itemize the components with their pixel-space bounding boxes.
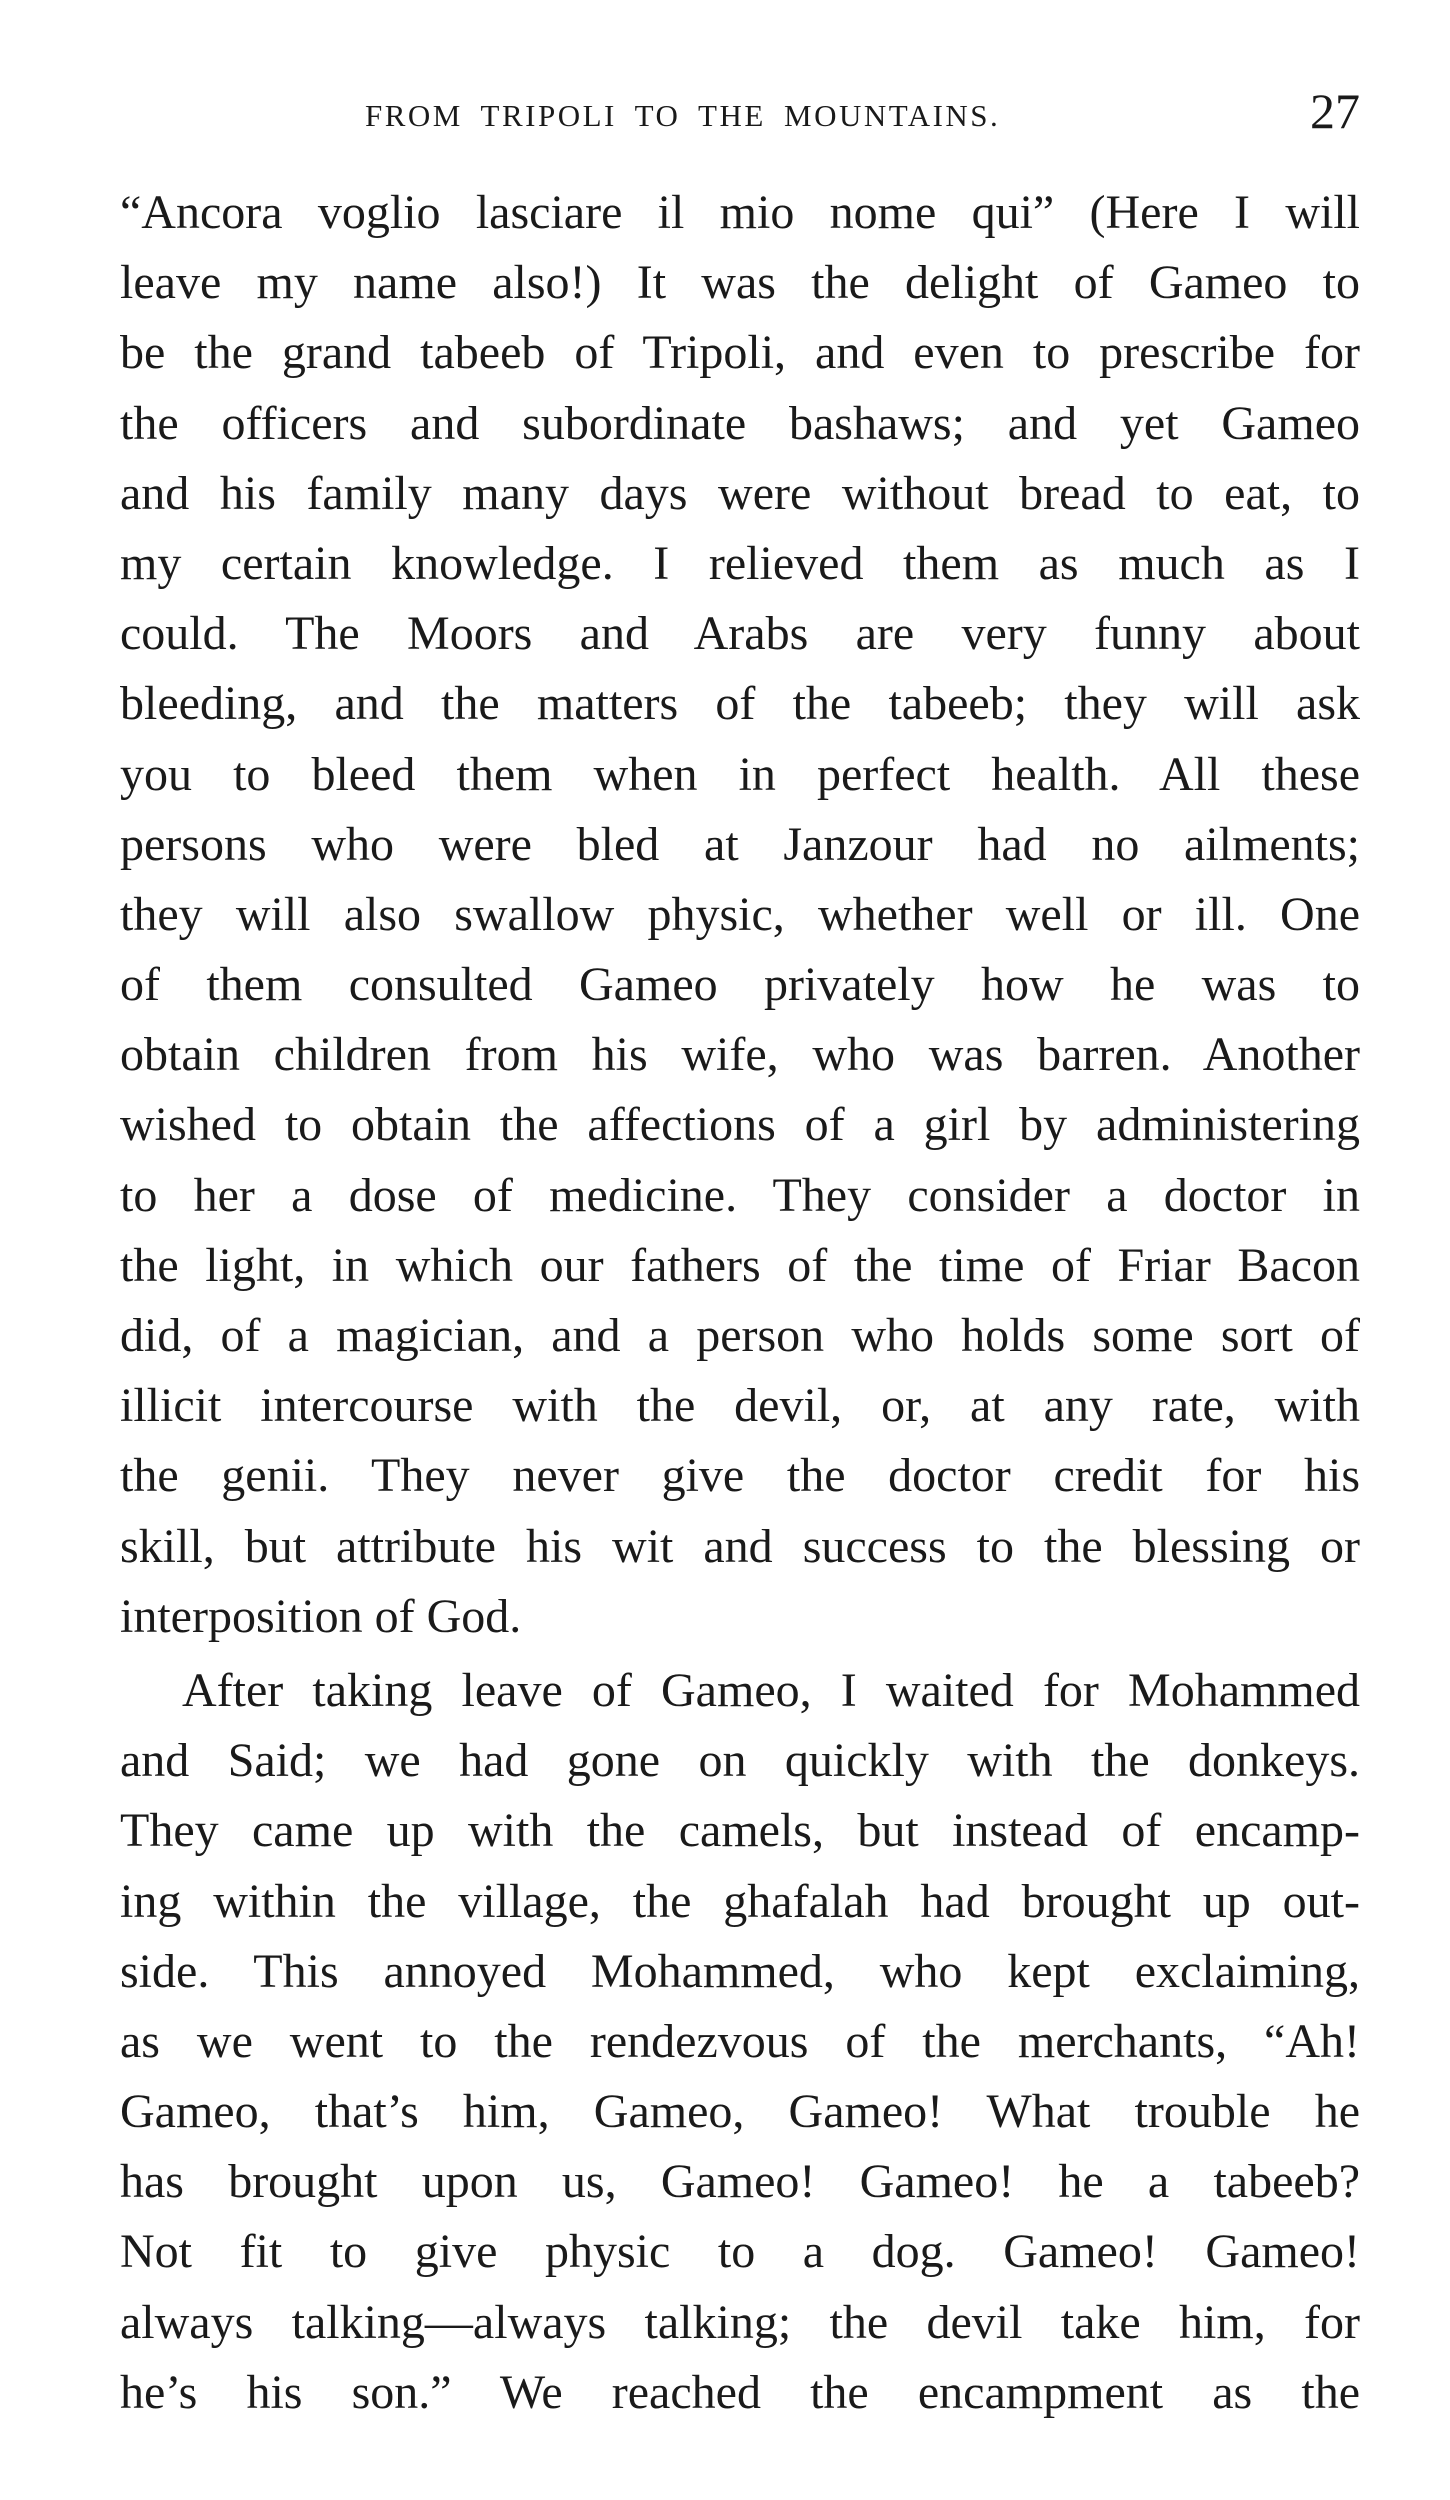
- text-line: did, of a magician, and a person who holds some sort of: [120, 1309, 1360, 1362]
- body-text: [120, 178, 1360, 2428]
- text-line: interposition of God.: [120, 1589, 522, 1643]
- text-line: be the grand tabeeb of Tripoli, and even to prescribe for: [120, 326, 1360, 380]
- page-number: 27: [1310, 83, 1360, 139]
- text-line: skill, but attribute his wit and success to the blessing or: [120, 1519, 1360, 1573]
- text-line: and Said; we had gone on quickly with the donkeys.: [120, 1734, 1360, 1788]
- text-line: to her a dose of medicine. They consider a doctor in: [120, 1168, 1360, 1222]
- paragraph: [120, 178, 1360, 1652]
- text-line: Gameo, that’s him, Gameo, Gameo! What trouble he: [120, 2085, 1360, 2139]
- text-line: the light, in which our fathers of the time of Friar Bacon: [120, 1238, 1360, 1292]
- text-line: they will also swallow physic, whether well or ill. One: [120, 887, 1360, 941]
- text-line: you to bleed them when in perfect health. All these: [120, 747, 1360, 801]
- text-line: After taking leave of Gameo, I waited for Mohammed: [182, 1663, 1360, 1717]
- text-line: illicit intercourse with the devil, or, at any rate, with: [120, 1379, 1360, 1433]
- text-line: side. This annoyed Mohammed, who kept exclaiming,: [120, 1944, 1360, 1998]
- running-title: FROM TRIPOLI TO THE MOUNTAINS.: [365, 98, 1001, 133]
- text-line: “Ancora voglio lasciare il mio nome qui” (Here I will: [120, 186, 1360, 239]
- text-line: the genii. They never give the doctor credit for his: [120, 1449, 1360, 1503]
- text-line: Not fit to give physic to a dog. Gameo! Gameo!: [120, 2225, 1360, 2279]
- text-line: always talking—always talking; the devil take him, for: [120, 2295, 1360, 2349]
- text-line: the officers and subordinate bashaws; and yet Gameo: [120, 396, 1360, 450]
- text-line: as we went to the rendezvous of the merchants, “Ah!: [120, 2014, 1360, 2068]
- text-line: They came up with the camels, but instead of encamp-: [120, 1804, 1360, 1858]
- text-line: ing within the village, the ghafalah had brought up out-: [120, 1874, 1360, 1928]
- text-line: persons who were bled at Janzour had no ailments;: [120, 817, 1360, 871]
- text-line: and his family many days were without bread to eat, to: [120, 466, 1360, 520]
- text-line: obtain children from his wife, who was barren. Another: [120, 1028, 1360, 1082]
- text-line: could. The Moors and Arabs are very funny about: [120, 607, 1360, 661]
- text-line: of them consulted Gameo privately how he was to: [120, 958, 1360, 1012]
- text-line: my certain knowledge. I relieved them as much as I: [120, 536, 1360, 590]
- text-line: leave my name also!) It was the delight of Gameo to: [120, 256, 1360, 310]
- text-line: bleeding, and the matters of the tabeeb; they will ask: [120, 677, 1360, 731]
- text-line: wished to obtain the affections of a girl by administering: [120, 1098, 1360, 1152]
- paragraph: [120, 1656, 1360, 2428]
- text-line: has brought upon us, Gameo! Gameo! he a tabeeb?: [120, 2155, 1360, 2209]
- text-line: he’s his son.” We reached the encampment as the: [120, 2365, 1360, 2419]
- running-head: [120, 82, 1360, 152]
